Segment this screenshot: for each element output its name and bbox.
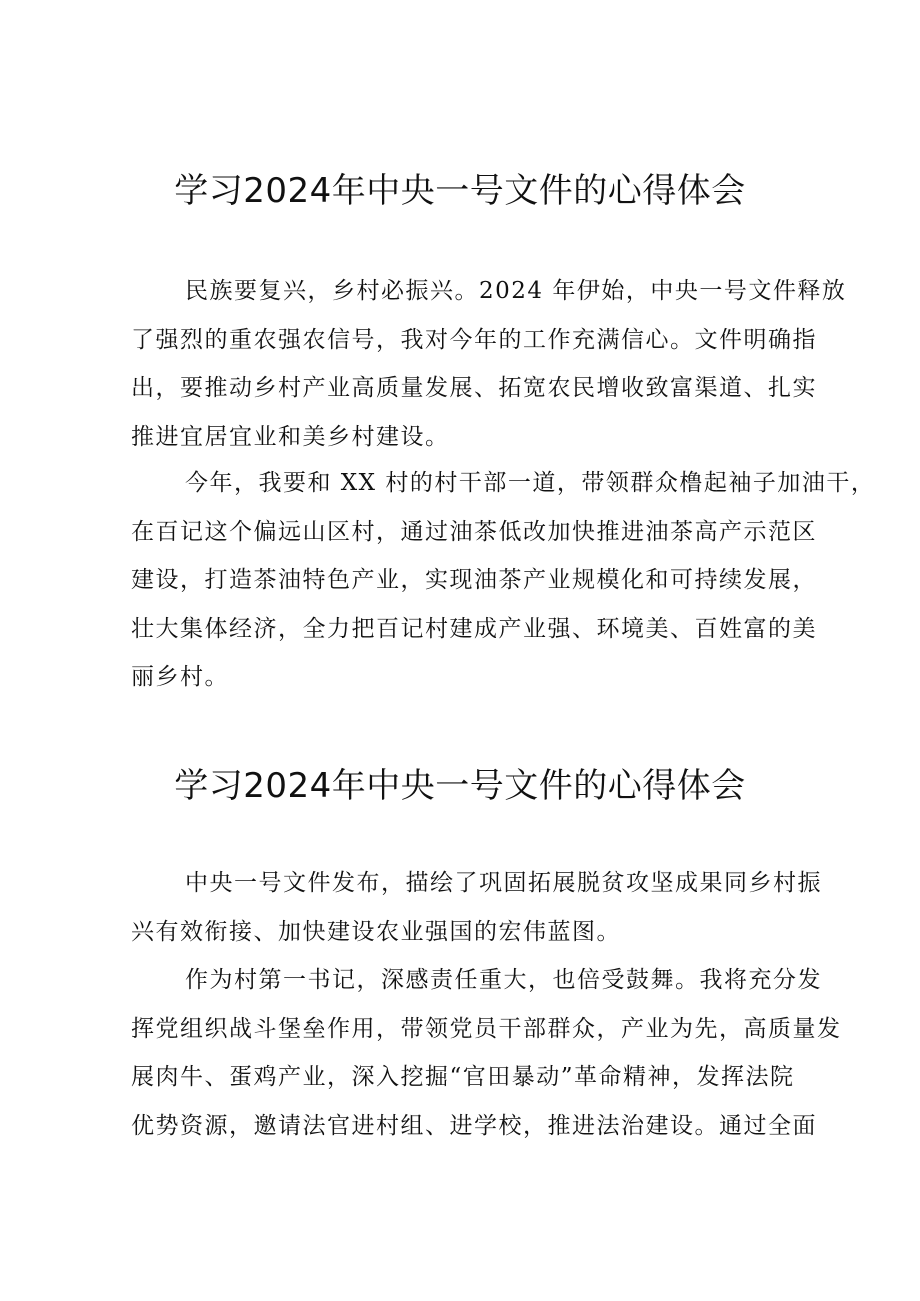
text-line: 了强烈的重农强农信号，我对今年的工作充满信心。文件明确指	[131, 326, 817, 353]
text-line: 作为村第一书记，深感责任重大，也倍受鼓舞。我将充分发	[185, 967, 822, 993]
text-line: 推进宜居宜业和美乡村建设。	[131, 423, 450, 450]
text-line: 壮大集体经济，全力把百记村建成产业强、环境美、百姓富的美	[131, 615, 817, 642]
paragraph	[131, 956, 842, 1150]
document-title: 学习2024年中央一号文件的心得体会	[174, 766, 746, 806]
text-line: 民族要复兴，乡村必振兴。2024 年伊始，中央一号文件释放	[185, 278, 847, 304]
text-line: 在百记这个偏远山区村，通过油茶低改加快推进油茶高产示范区	[131, 518, 817, 545]
text-line: 展肉牛、蛋鸡产业，深入挖掘“官田暴动”革命精神，发挥法院	[131, 1064, 795, 1090]
paragraph	[131, 859, 822, 956]
text-line: 挥党组织战斗堡垒作用，带领党员干部群众，产业为先，高质量发	[131, 1015, 842, 1042]
paragraph	[131, 267, 847, 461]
text-line: 丽乡村。	[131, 664, 229, 690]
text-line: 今年，我要和 XX 村的村干部一道，带领群众橹起袖子加油干，	[185, 470, 876, 496]
document-title: 学习2024年中央一号文件的心得体会	[174, 171, 746, 211]
paragraph	[131, 459, 876, 702]
text-line: 建设，打造茶油特色产业，实现油茶产业规模化和可持续发展，	[131, 567, 817, 593]
text-line: 优势资源，邀请法官进村组、进学校，推进法治建设。通过全面	[131, 1112, 817, 1139]
text-line: 兴有效衔接、加快建设农业强国的宏伟蓝图。	[131, 918, 621, 945]
text-line: 出，要推动乡村产业高质量发展、拓宽农民增收致富渠道、扎实	[131, 375, 817, 401]
text-line: 中央一号文件发布，描绘了巩固拓展脱贫攻坚成果同乡村振	[185, 870, 822, 896]
